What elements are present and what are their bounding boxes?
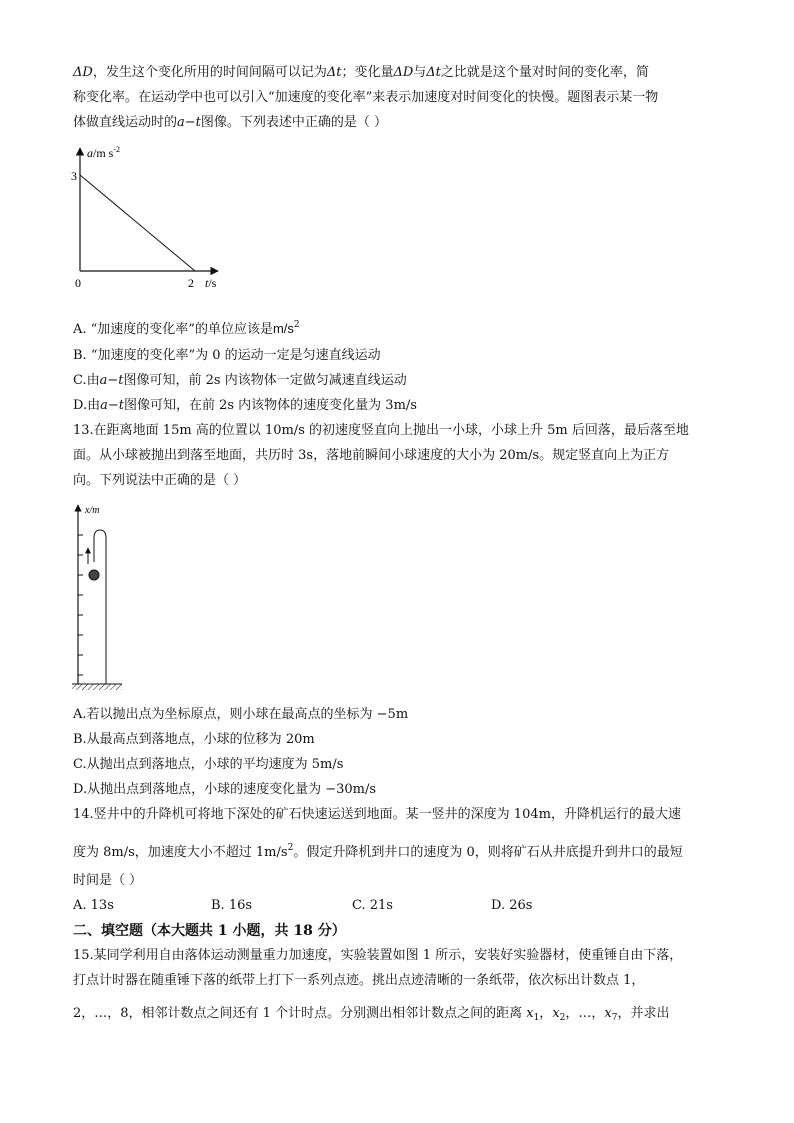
a-t-graph: [70, 142, 230, 292]
x2-symbol: x: [552, 1006, 560, 1021]
q15-text: ，…，: [565, 1006, 605, 1021]
intro-text: 之比就是这个量对时间的变化率，简: [440, 65, 649, 80]
q14-option-a: A. 13s: [73, 898, 114, 913]
x-axis-label: t/s: [205, 276, 217, 290]
q15-line-3: [73, 1005, 670, 1027]
intro-line-2: 称变化率。在运动学中也可以引入“加速度的变化率”来表示加速度对时间变化的快慢。题图表示某一物: [73, 90, 659, 105]
delta-t-symbol: Δt: [326, 65, 342, 80]
intro-text: 图像。下列表述中正确的是（ ）: [200, 115, 388, 130]
x1-symbol: x: [526, 1006, 534, 1021]
q13-option-d: D.从抛出点到落地点，小球的速度变化量为 −30m/s: [73, 782, 377, 797]
q14-option-b: B. 16s: [211, 898, 253, 913]
subscript: 2: [559, 1013, 566, 1023]
q13-line-3: 向。下列说法中正确的是（ ）: [73, 473, 247, 488]
q15-line-1: 15.某同学利用自由落体运动测量重力加速度，实验装置如图 1 所示，安装好实验器材，使重锤自由下落，: [73, 948, 683, 963]
option-b: B. “加速度的变化率”为 0 的运动一定是匀速直线运动: [73, 348, 381, 363]
x-tick-label: 2: [188, 276, 194, 290]
a-t-symbol: a−t: [100, 398, 124, 413]
superscript: 2: [293, 320, 300, 330]
option-c: [73, 372, 407, 390]
option-text: C.由: [73, 373, 100, 388]
q13-option-b: B.从最高点到落地点，小球的位移为 20m: [73, 732, 315, 747]
a-t-symbol: a−t: [177, 115, 201, 130]
ball: [89, 570, 99, 580]
q15-text: ，: [539, 1006, 553, 1021]
q15-text: 2，…，8，相邻计数点之间还有 1 个计时点。分别测出相邻计数点之间的距离: [73, 1006, 527, 1021]
q13-option-c: C.从抛出点到落地点，小球的平均速度为 5m/s: [73, 757, 344, 772]
subscript: 7: [611, 1013, 618, 1023]
q14-option-c: C. 21s: [352, 898, 393, 913]
q13-option-a: A.若以抛出点为坐标原点，则小球在最高点的坐标为 −5m: [73, 707, 409, 722]
q15-line-2: 打点计时器在随重锤下落的纸带上打下一系列点迹。挑出点迹清晰的一条纸带，依次标出计数点 1，: [73, 973, 645, 988]
q15-text: ，并求出: [617, 1006, 670, 1021]
origin-label: 0: [75, 276, 81, 290]
delta-t-symbol: Δt: [426, 65, 441, 80]
y-tick-label: 3: [71, 169, 77, 183]
trajectory-path: [94, 530, 106, 684]
option-text: A. “加速度的变化率”的单位应该是: [73, 322, 273, 337]
intro-text: 体做直线运动时的: [73, 115, 178, 130]
x-axis-label: x/m: [85, 505, 100, 516]
q14-text: 。假定升降机到井口的速度为 0，则将矿石从井底提升到井口的最短: [293, 845, 683, 860]
option-text: 图像可知，前 2s 内该物体一定做匀减速直线运动: [123, 373, 407, 388]
q14-option-d: D. 26s: [491, 898, 533, 913]
graph-line: [80, 175, 195, 271]
option-text: D.由: [73, 398, 101, 413]
option-d: [73, 397, 417, 415]
ball-figure: [68, 500, 128, 694]
q14-line-2: [73, 839, 683, 862]
option-a: [73, 316, 300, 339]
intro-text: ，发生这个变化所用的时间间隔可以记为: [92, 65, 327, 80]
intro-text: 与: [413, 65, 427, 80]
q14-text: 度为 8m/s，加速度大小不超过 1m/s: [73, 845, 288, 860]
intro-line-3: [73, 114, 387, 132]
x7-symbol: x: [604, 1006, 612, 1021]
delta-d-symbol: ΔD: [393, 65, 414, 80]
option-text: 图像可知，在前 2s 内该物体的速度变化量为 3m/s: [123, 398, 417, 413]
section-heading: 二、填空题（本大题共 1 小题，共 18 分）: [73, 923, 346, 939]
delta-d-symbol: ΔD: [73, 65, 93, 80]
intro-text: ；变化量: [341, 65, 394, 80]
axis-ticks: [78, 535, 83, 675]
subscript: 1: [533, 1013, 540, 1023]
superscript: 2: [287, 843, 294, 853]
intro-line-1: [73, 64, 649, 82]
ground-hatch: [72, 684, 122, 690]
a-t-symbol: a−t: [99, 373, 124, 388]
q13-line-2: 面。从小球被抛出到落至地面，共历时 3s，落地前瞬间小球速度的大小为 20m/s。规定竖直向上为正方: [73, 448, 670, 463]
q13-line-1: 13.在距离地面 15m 高的位置以 10m/s 的初速度竖直向上抛出一小球，小球上升 5m 后回落，最后落至地: [73, 423, 689, 438]
q14-line-3: 时间是（ ）: [73, 873, 143, 888]
q14-line-1: 14.竖井中的升降机可将地下深处的矿石快速运送到地面。某一竖井的深度为 104m，升降机运行的最大速: [73, 807, 681, 822]
y-axis-label: a/m $s^{-2}$: [87, 145, 121, 160]
unit: m/s: [272, 321, 294, 336]
